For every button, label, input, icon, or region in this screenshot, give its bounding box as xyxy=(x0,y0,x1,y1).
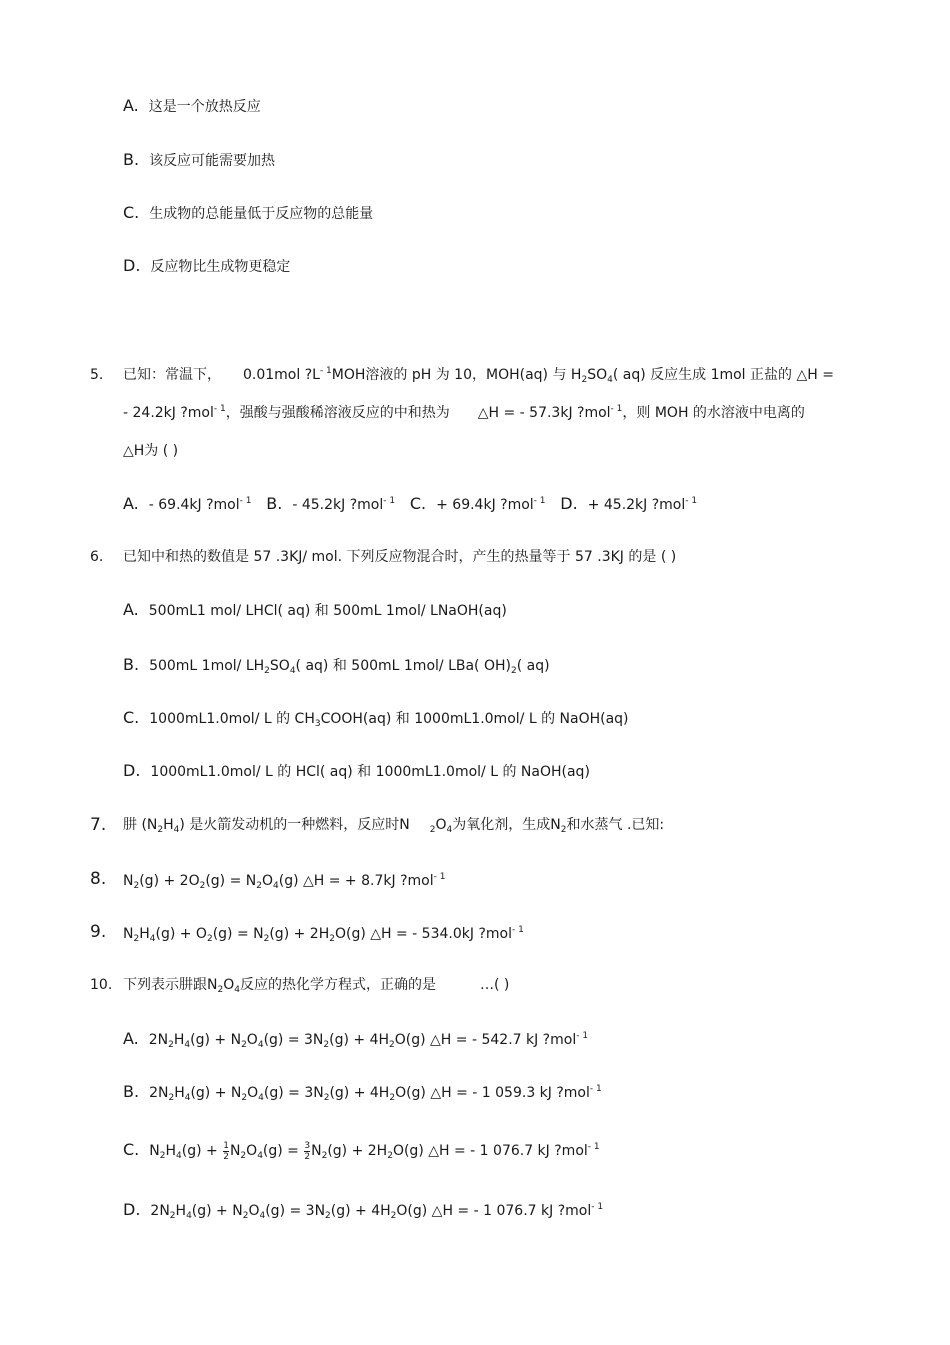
q6-option-b: B. 500mL 1mol/ $LH_2SO_4$( aq) 和 500mL 1mol/ LBa( $OH)_2$( aq) xyxy=(123,655,550,676)
q6-stem: 已知中和热的数值是 57 .3KJ/ mol. 下列反应物混合时，产生的热量等于 57 .3KJ 的是 ( ) xyxy=(123,549,677,565)
q8-number: 8. xyxy=(90,869,107,889)
q6-option-a: A. 500mL1 mol/ LHCl( aq) 和 500mL 1mol/ LNaOH(aq) xyxy=(123,600,507,619)
q5-number: 5. xyxy=(90,367,104,383)
q7-stem: 肼 $(N_2H_4)$ 是火箭发动机的一种燃料，反应时N $_2O_4$为氧化剂，生成$N_2$和水蒸气 .已知: xyxy=(123,817,665,835)
fraction-half: $\frac{1}{2}$ xyxy=(223,1140,229,1162)
q5-option-a: A. - 69.4kJ ?mol$^{- 1}$ xyxy=(123,494,252,513)
q5-option-c: C. + 69.4kJ ?mol$^{- 1}$ xyxy=(409,494,546,513)
q5-option-b: B. - 45.2kJ ?mol$^{- 1}$ xyxy=(266,494,396,513)
q10-option-c: C. $N_2H_4(g)$ + $\frac{1}{2}$ $N_2O_4(g)$ = $\frac{3}{2}$ $N_2(g) + 2H_2O(g)$ △H = - 1 076.7 kJ ?mol$^{- 1}$ xyxy=(123,1140,600,1162)
q6-number: 6. xyxy=(90,549,104,565)
q5-stem-line1: 已知：常温下， 0.01mol $?L^{- 1}MOH$溶液的 pH 为 10，MOH(aq) 与 $H_2SO_4$( aq) 反应生成 1mol 正盐的 △H = xyxy=(123,366,834,385)
q5-stem-line3: △H为 ( ) xyxy=(123,443,179,459)
fraction-three-halves: $\frac{3}{2}$ xyxy=(304,1140,311,1162)
q7-number: 7. xyxy=(90,815,107,835)
q9-number: 9. xyxy=(90,922,107,942)
q4-option-a: A. 这是一个放热反应 xyxy=(123,96,261,115)
q8-equation: $N_2(g) + 2O_2(g) = N_2O_4(g)$ △H = + 8.7kJ ?mol$^{- 1}$ xyxy=(123,872,446,891)
q10-number: 10. xyxy=(90,977,113,993)
q10-option-a: A. $2N_2H_4(g) + N_2O_4(g) = 3N_2(g) + 4H_2O(g)$ △H = - 542.7 kJ ?mol$^{- 1}$ xyxy=(123,1029,589,1050)
q4-option-c: C. 生成物的总能量低于反应物的总能量 xyxy=(123,203,374,222)
q6-option-d: D. 1000mL1.0mol/ L 的 HCl( aq) 和 1000mL1.0mol/ L 的 NaOH(aq) xyxy=(123,761,590,780)
q6-option-c: C. 1000mL1.0mol/ L 的 $CH_3COOH(aq)$ 和 1000mL1.0mol/ L 的 NaOH(aq) xyxy=(123,708,629,729)
q10-option-d: D. $2N_2H_4(g) + N_2O_4(g) = 3N_2(g) + 4H_2O(g)$ △H = - 1 076.7 kJ ?mol$^{- 1}$ xyxy=(123,1200,604,1221)
q4-option-b: B. 该反应可能需要加热 xyxy=(123,150,276,169)
q10-stem: 下列表示肼跟$N_2O_4$反应的热化学方程式，正确的是 …( ) xyxy=(123,977,510,995)
q10-option-b: B. $2N_2H_4(g) + N_2O_4(g) = 3N_2(g) + 4H_2O(g)$ △H = - 1 059.3 kJ ?mol$^{- 1}$ xyxy=(123,1082,602,1103)
q5-options-row xyxy=(123,494,697,515)
q9-equation: $N_2H_4(g) + O_2(g) = N_2(g) + 2H_2O(g)$ △H = - 534.0kJ ?mol$^{- 1}$ xyxy=(123,925,524,944)
q5-stem-line2: - 24.2kJ ?mol$^{- 1}$，强酸与强酸稀溶液反应的中和热为 △H = - 57.3kJ ?mol$^{- 1}$，则 MOH 的水溶液中电离的 xyxy=(123,404,805,421)
q5-option-d: D. + 45.2kJ ?mol$^{- 1}$ xyxy=(560,494,698,513)
q4-option-d: D. 反应物比生成物更稳定 xyxy=(123,256,291,275)
